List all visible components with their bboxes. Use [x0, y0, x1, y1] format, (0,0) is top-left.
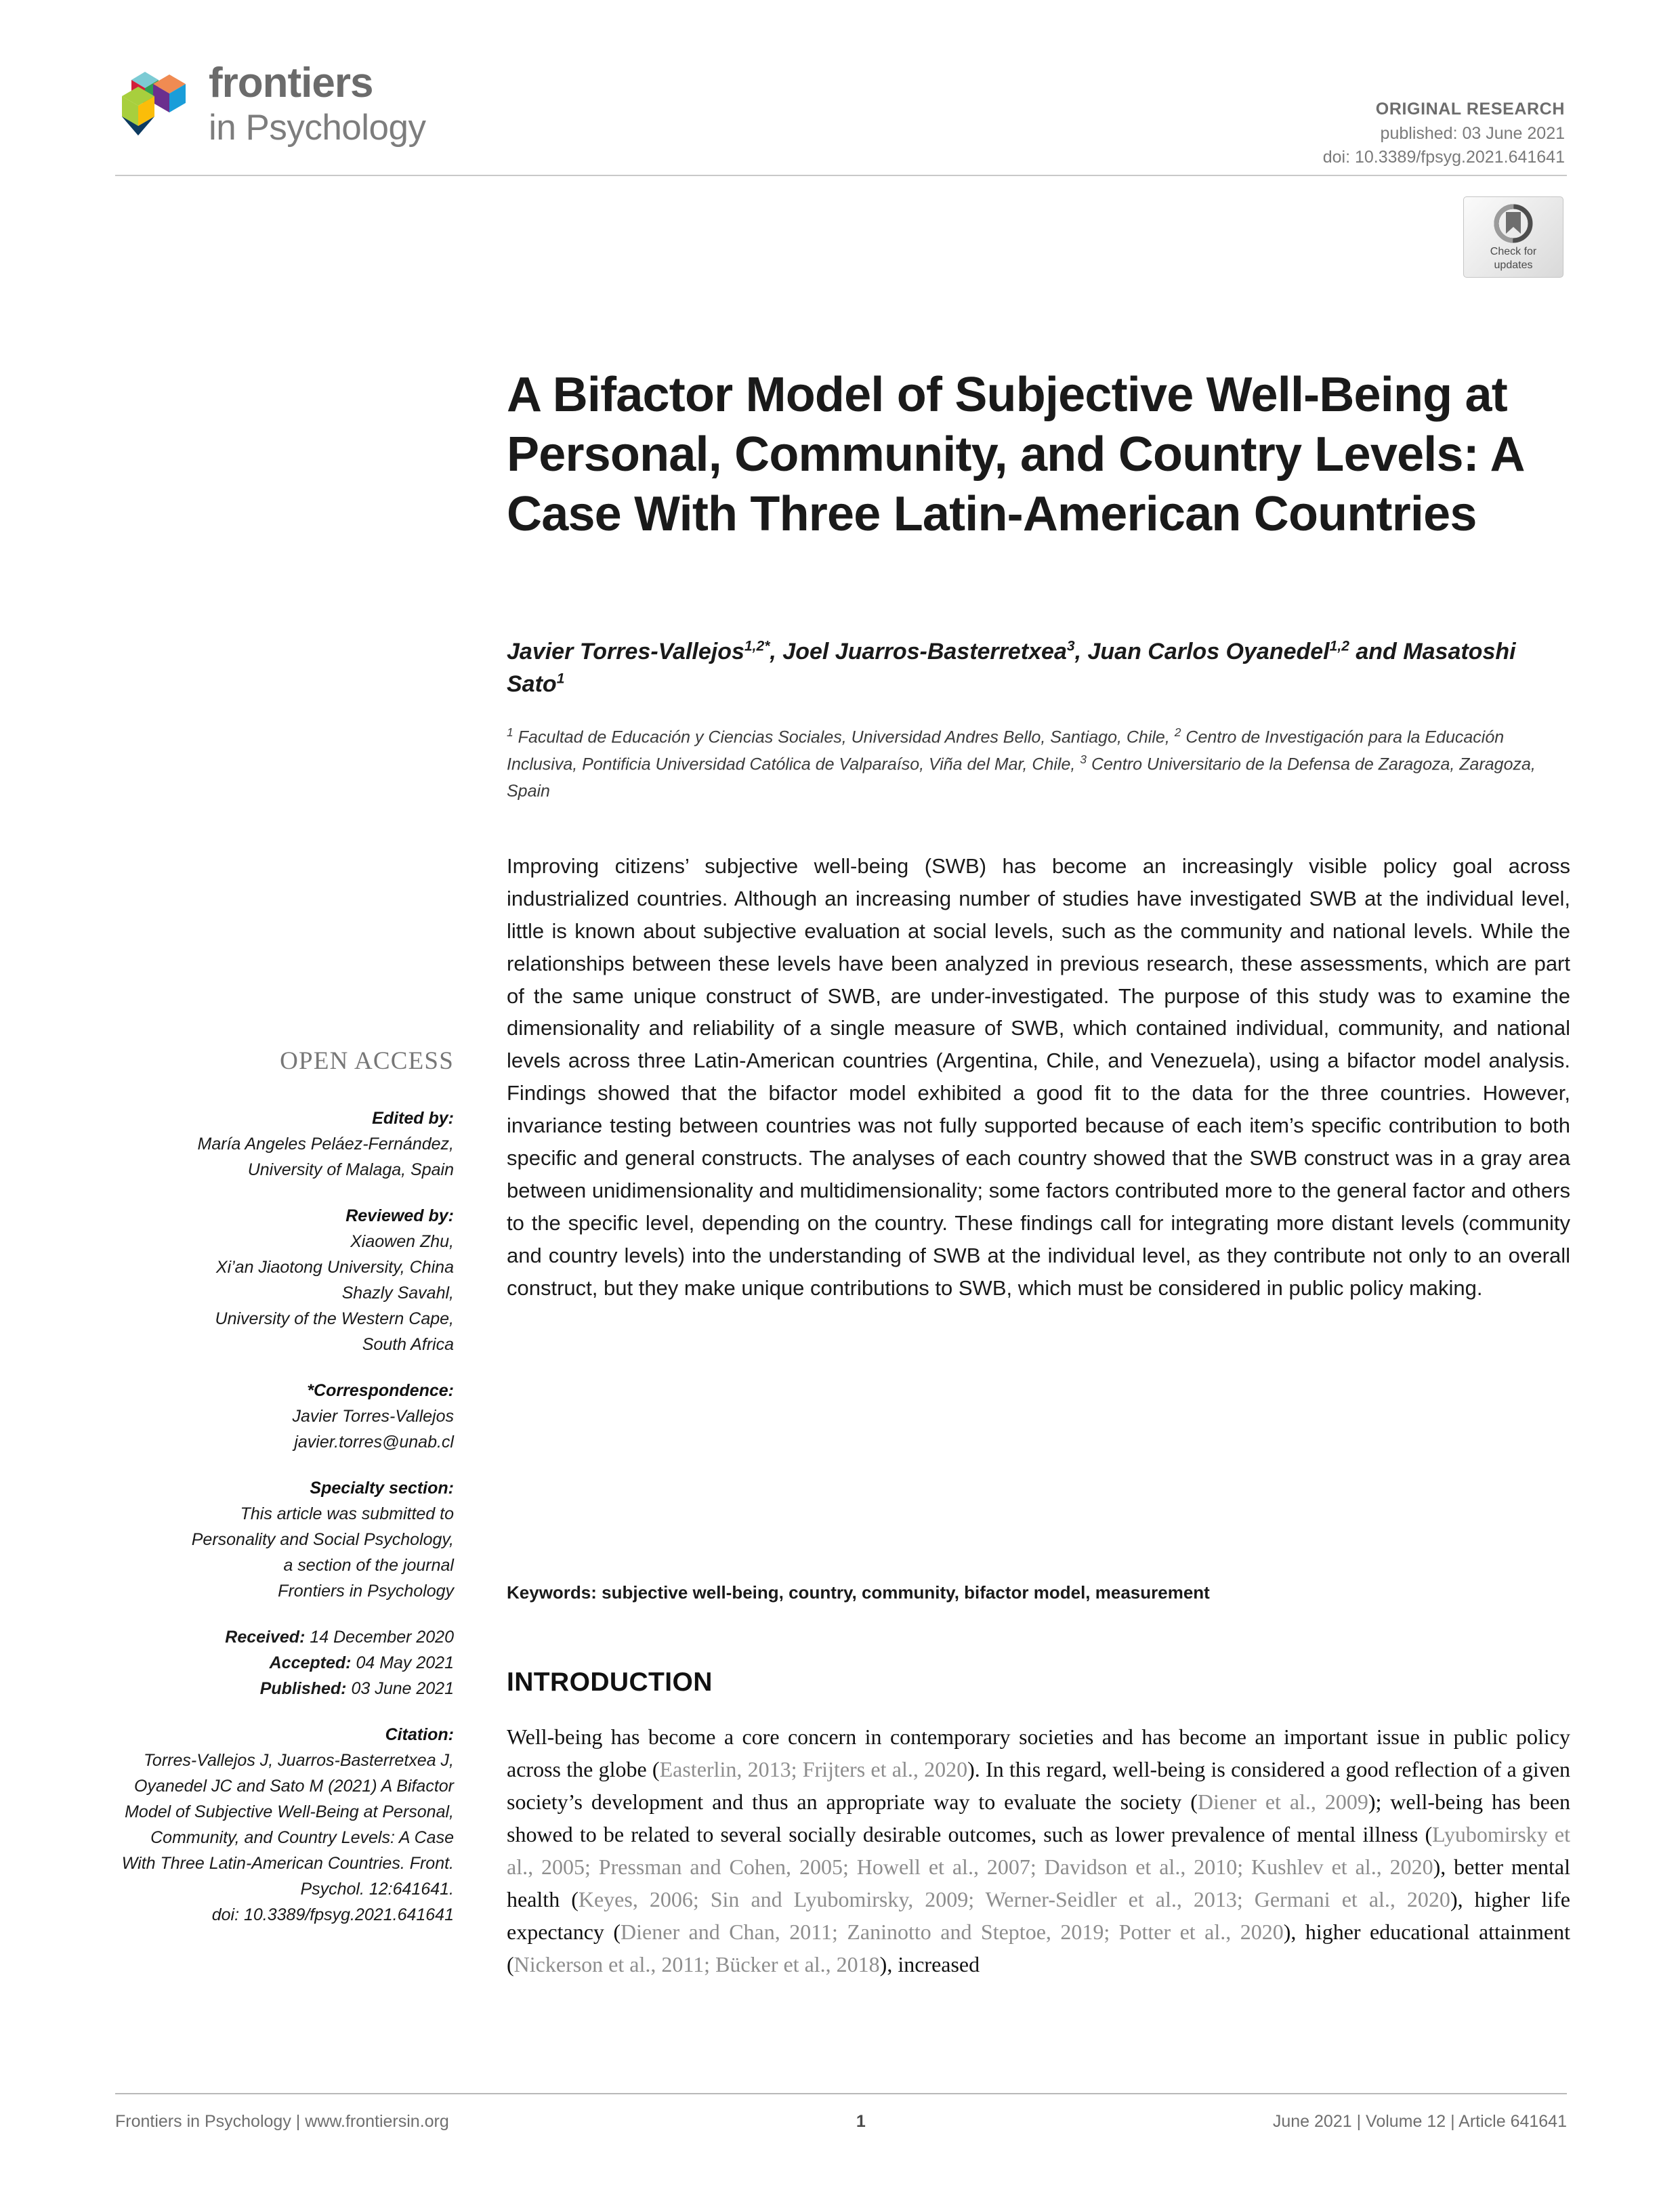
citation-link-1[interactable]: Easterlin, 2013; Frijters et al., 2020 [659, 1757, 968, 1781]
edited-by-label: Edited by: [372, 1109, 454, 1128]
specialty-line-1: This article was submitted to [240, 1504, 454, 1523]
journal-logo[interactable] [115, 58, 426, 146]
affiliations [507, 723, 1570, 805]
citation-link-2[interactable]: Diener et al., 2009 [1197, 1790, 1368, 1814]
correspondence-email[interactable]: javier.torres@unab.cl [294, 1433, 454, 1452]
specialty-section-label: Specialty section: [310, 1479, 454, 1498]
published-date-sidebar [115, 1676, 454, 1701]
author-separator-1[interactable]: , Joel Juarros-Basterretxea [770, 639, 1067, 664]
open-access-label: OPEN ACCESS [280, 1047, 454, 1075]
author-1-name[interactable]: Javier Torres-Vallejos [507, 639, 744, 664]
page-header [115, 58, 1565, 167]
page-title: A Bifactor Model of Subjective Well-Being at Personal, Community, and Country Levels: A Case With Three Latin-American Countries [507, 368, 1523, 541]
citation-link-4[interactable]: Keyes, 2006; Sin and Lyubomirsky, 2009; Werner-Seidler et al., 2013; Germani et al., 2020 [578, 1887, 1450, 1911]
specialty-section-group [115, 1475, 454, 1604]
intro-text-g: ), increased [879, 1952, 980, 1976]
reviewer-2-name: Shazly Savahl, [341, 1284, 454, 1303]
author-1-affil-marker: 1,2* [744, 638, 770, 654]
citation-link-6[interactable]: Nickerson et al., 2011; Bücker et al., 2018 [513, 1952, 880, 1976]
citation-group [115, 1722, 454, 1928]
reviewer-1-affiliation: Xi’an Jiaotong University, China [215, 1258, 454, 1277]
author-4-affil-marker: 1 [556, 671, 565, 687]
affiliation-2-marker: 2 [1174, 725, 1181, 739]
author-4-name[interactable]: Masatoshi Sato [507, 639, 1516, 698]
citation-label: Citation: [385, 1725, 454, 1744]
intro-text-c: ); well-being has been showed to be related to several socially desirable outcomes, such as lower prevalence of mental illness ( [507, 1790, 1571, 1846]
citation-link-5[interactable]: Diener and Chan, 2011; Zaninotto and Steptoe, 2019; Potter et al., 2020 [621, 1920, 1284, 1944]
reviewer-2-affiliation-line2: South Africa [362, 1335, 454, 1354]
footer-divider [115, 2093, 1567, 2094]
reviewed-by-group [115, 1203, 454, 1357]
accepted-label: Accepted: [269, 1653, 352, 1672]
affiliation-3-marker: 3 [1080, 753, 1087, 767]
footer-page-number: 1 [856, 2112, 866, 2131]
correspondence-label: *Correspondence: [307, 1381, 454, 1400]
author-list [507, 635, 1570, 701]
author-conjunction: and [1349, 639, 1397, 664]
citation-doi[interactable]: doi: 10.3389/fpsyg.2021.641641 [211, 1905, 454, 1924]
affiliation-1-text: Facultad de Educación y Ciencias Sociales, Universidad Andres Bello, Santiago, Chile, [513, 727, 1175, 747]
check-for-updates-badge[interactable] [1463, 196, 1563, 278]
citation-text: Torres-Vallejos J, Juarros-Basterretxea J, Oyanedel JC and Sato M (2021) A Bifactor Model of Subjective Well-Being at Personal, Community, and Country Levels: A Case With Three Latin-American Countries. Front. Psychol. 12:641641. [121, 1751, 454, 1899]
crossmark-label-line2: updates [1494, 259, 1533, 272]
published-date: published: 03 June 2021 [1380, 123, 1565, 143]
edited-by-group [115, 1105, 454, 1183]
received-value: 14 December 2020 [305, 1628, 454, 1647]
author-3-affil-marker: 1,2 [1329, 638, 1349, 654]
journal-logo-text [209, 58, 426, 146]
received-label: Received: [225, 1628, 306, 1647]
frontiers-cubes-logo-icon [115, 61, 196, 144]
author-2-affil-marker: 3 [1066, 638, 1075, 654]
affiliation-2-text: Centro de Investigación para la Educación Inclusiva, Pontificia Universidad Católica de Valparaíso, Viña del Mar, Chile, [507, 727, 1505, 774]
header-divider [115, 175, 1567, 176]
reviewer-1-name: Xiaowen Zhu, [350, 1232, 454, 1251]
crossmark-label-line1: Check for [1490, 246, 1537, 257]
received-date [115, 1624, 454, 1650]
correspondence-name: Javier Torres-Vallejos [292, 1407, 454, 1426]
published-value: 03 June 2021 [346, 1679, 454, 1698]
affiliation-1-marker: 1 [507, 725, 513, 739]
abstract-text: Improving citizens’ subjective well-being (SWB) has become an increasingly visible policy goal across industrialized countries. Although an increasing number of studies have investigated SWB at the individual level, little is known about subjective evaluation at social levels, such as the community and national levels. While the relationships between these levels have been analyzed in previous research, these assessments, which are part of the same unique construct of SWB, are under-investigated. The purpose of this study was to examine the dimensionality and reliability of a single measure of SWB, which contained individual, community, and national levels across three Latin-American countries (Argentina, Chile, and Venezuela), using a bifactor model analysis. Findings showed that the bifactor model exhibited a good fit to the data for the three countries. However, invariance testing between countries was not fully supported because of each item’s specific contribution to both specific and general constructs. The analyses of each country showed that the SWB construct was in a gray area between unidimensionality and multidimensionality; some factors contributed more to the general factor and others to the specific level, depending on the country. These findings call for integrating more distant levels (community and country levels) into the understanding of SWB at the individual level, as they contribute not only to an overall construct, but they make unique contributions to SWB, which must be considered in public policy making. [507, 854, 1570, 1300]
section-heading-introduction: INTRODUCTION [507, 1668, 713, 1697]
editor-affiliation: University of Malaga, Spain [247, 1160, 454, 1179]
intro-text-a: Well-being has become a core concern in contemporary societies and has become an important issue in public policy across the globe ( [507, 1725, 1570, 1781]
article-info-sidebar [115, 1046, 454, 1948]
specialty-line-2: Personality and Social Psychology, [191, 1530, 454, 1549]
specialty-line-3: a section of the journal [283, 1556, 454, 1575]
footer-journal-url[interactable]: Frontiers in Psychology | www.frontiersin.org [115, 2112, 449, 2131]
intro-text-b: ). In this regard, well-being is considered a good reflection of a given society’s development and thus an appropriate way to evaluate the society ( [507, 1757, 1571, 1814]
logo-journal-name: in Psychology [209, 108, 426, 148]
publication-metadata [1323, 98, 1565, 170]
page-footer [115, 2112, 1567, 2132]
article-type-label: ORIGINAL RESEARCH [1375, 100, 1565, 119]
reviewed-by-label: Reviewed by: [345, 1206, 454, 1225]
intro-text-f: ), higher educational attainment ( [507, 1920, 1571, 1976]
accepted-date [115, 1650, 454, 1676]
crossmark-icon [1492, 203, 1534, 245]
intro-text-d: ), better mental health ( [507, 1855, 1571, 1911]
intro-text-e: ), higher life expectancy ( [507, 1887, 1571, 1944]
author-separator-2[interactable]: , Juan Carlos Oyanedel [1074, 639, 1330, 664]
dates-group [115, 1624, 454, 1701]
citation-link-3[interactable]: Lyubomirsky et al., 2005; Pressman and Cohen, 2005; Howell et al., 2007; Davidson et al., 2010; Kushlev et al., 2020 [507, 1822, 1571, 1879]
logo-frontiers-word: frontiers [209, 60, 373, 106]
footer-issue-info: June 2021 | Volume 12 | Article 641641 [1272, 2112, 1567, 2131]
introduction-paragraph [507, 1720, 1570, 1981]
specialty-line-4: Frontiers in Psychology [278, 1582, 454, 1601]
published-label: Published: [259, 1679, 347, 1698]
editor-name: María Angeles Peláez-Fernández, [197, 1135, 454, 1154]
keywords-line: Keywords: subjective well-being, country, community, bifactor model, measurement [507, 1582, 1210, 1603]
affiliation-3-text: Centro Universitario de la Defensa de Zaragoza, Zaragoza, Spain [507, 755, 1536, 801]
correspondence-group [115, 1378, 454, 1455]
doi-text[interactable]: doi: 10.3389/fpsyg.2021.641641 [1322, 148, 1565, 167]
accepted-value: 04 May 2021 [351, 1653, 454, 1672]
reviewer-2-affiliation-line1: University of the Western Cape, [215, 1309, 454, 1328]
